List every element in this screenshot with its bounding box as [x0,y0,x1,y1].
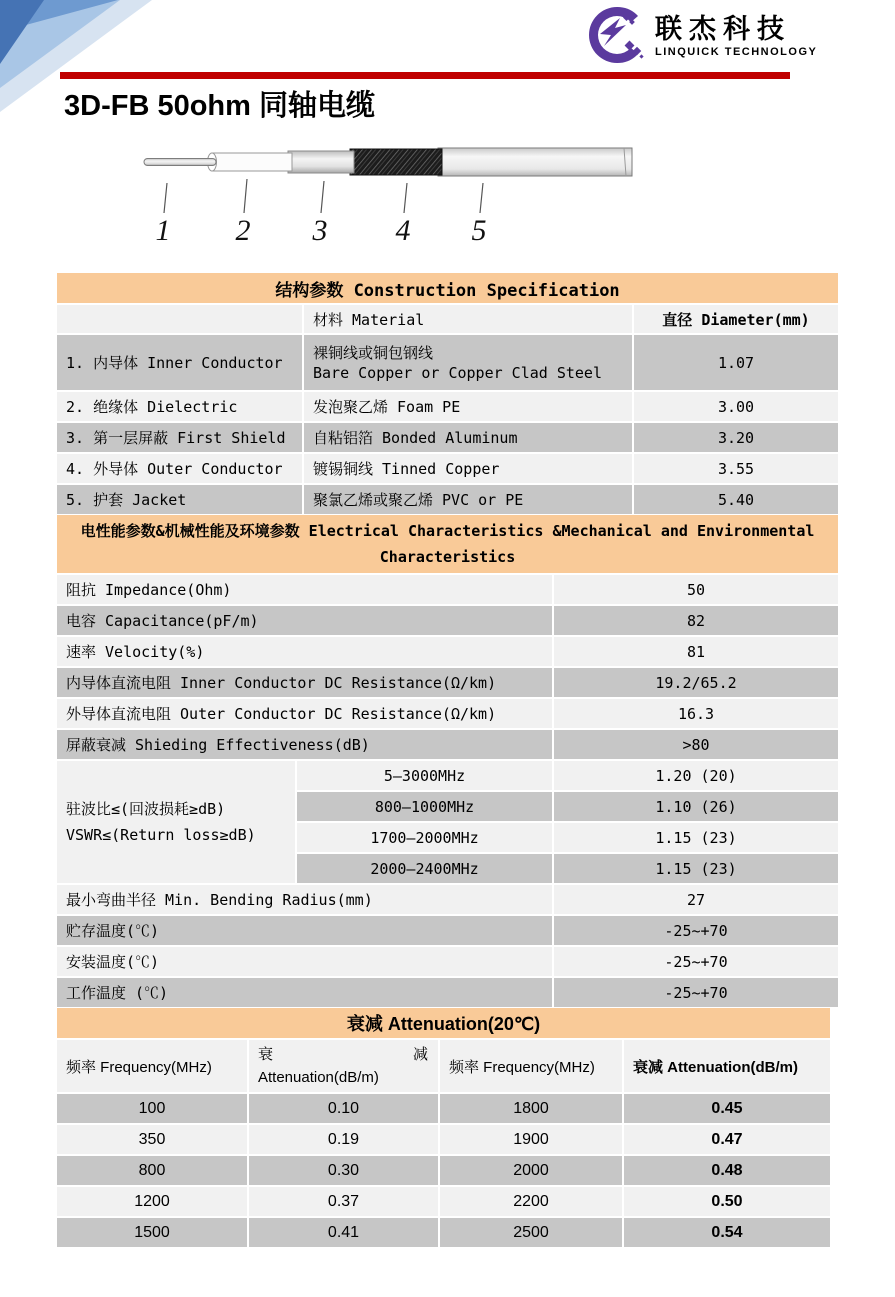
spec-row-label: 内导体直流电阻 Inner Conductor DC Resistance(Ω/km) [57,668,552,697]
spec-row-label: 外导体直流电阻 Outer Conductor DC Resistance(Ω/km) [57,699,552,728]
spec-row-value: -25~+70 [554,916,838,945]
outer-conductor-braid-section [350,149,442,175]
attenuation-cell: 0.37 [249,1187,438,1216]
construction-row-material: 发泡聚乙烯 Foam PE [304,392,632,421]
spec-row-label: 电容 Capacitance(pF/m) [57,606,552,635]
first-shield-section [288,151,354,173]
page-title: 3D-FB 50ohm 同轴电缆 [64,90,375,122]
spec-row-label: 最小弯曲半径 Min. Bending Radius(mm) [57,885,552,914]
attenuation-cell: 0.45 [624,1094,830,1123]
logo-company-name-en: LINQUICK TECHNOLOGY [655,46,818,58]
attenuation-header-cn-left: 衰 [258,1046,274,1063]
vswr-label-cn: 驻波比≤(回波损耗≥dB) [66,800,226,818]
vswr-value: 1.10 (26) [554,792,838,821]
spec-row-value: -25~+70 [554,947,838,976]
electrical-table [57,575,838,1007]
vswr-row-label [57,761,295,883]
spec-row-label: 工作温度 (℃) [57,978,552,1007]
column-header-frequency: 频率 Frequency(MHz) [440,1040,622,1092]
vswr-frequency-range: 2000—2400MHz [297,854,552,883]
spec-row-label: 速率 Velocity(%) [57,637,552,666]
vswr-frequency-range: 1700—2000MHz [297,823,552,852]
column-header-diameter: 直径 Diameter(mm) [634,305,838,333]
attenuation-cell: 0.54 [624,1218,830,1247]
spec-row-value: 27 [554,885,838,914]
attenuation-header-cn-right: 减 [412,1046,428,1063]
logo-company-name-cn: 联杰科技 [655,14,791,44]
vswr-value: 1.15 (23) [554,854,838,883]
attenuation-cell: 2000 [440,1156,622,1185]
attenuation-cell: 0.48 [624,1156,830,1185]
column-header-frequency: 频率 Frequency(MHz) [57,1040,247,1092]
column-header-material: 材料 Material [304,305,632,333]
spec-row-value: >80 [554,730,838,759]
jacket-section [438,148,632,176]
construction-row-diameter: 3.00 [634,392,838,421]
column-header-attenuation-bold: 衰减 Attenuation(dB/m) [624,1040,830,1092]
vswr-frequency-range: 800—1000MHz [297,792,552,821]
electrical-banner-line2: Characteristics [379,548,516,566]
construction-row-name: 2. 绝缘体 Dielectric [57,392,302,421]
attenuation-cell: 2500 [440,1218,622,1247]
construction-row-diameter: 1.07 [634,335,838,390]
spec-row-value: 50 [554,575,838,604]
inner-conductor-section [144,159,216,166]
construction-row-name: 1. 内导体 Inner Conductor [57,335,302,390]
attenuation-cell: 350 [57,1125,247,1154]
attenuation-banner: 衰减 Attenuation(20℃) [57,1008,830,1038]
construction-row-name: 4. 外导体 Outer Conductor [57,454,302,483]
attenuation-cell: 1200 [57,1187,247,1216]
attenuation-cell: 1900 [440,1125,622,1154]
spec-row-value: 82 [554,606,838,635]
dielectric-section [208,153,293,171]
attenuation-cell: 0.50 [624,1187,830,1216]
cable-cutaway-diagram [100,135,700,250]
construction-row-diameter: 3.20 [634,423,838,452]
header-divider-line [60,72,790,79]
vswr-frequency-range: 5—3000MHz [297,761,552,790]
spec-row-label: 阻抗 Impedance(Ohm) [57,575,552,604]
attenuation-cell: 1500 [57,1218,247,1247]
vswr-value: 1.20 (20) [554,761,838,790]
attenuation-cell: 0.47 [624,1125,830,1154]
construction-row-name: 5. 护套 Jacket [57,485,302,514]
attenuation-cell: 800 [57,1156,247,1185]
construction-row-name: 3. 第一层屏蔽 First Shield [57,423,302,452]
attenuation-table [57,1040,830,1247]
electrical-table-section [57,515,838,1007]
material-en: Bare Copper or Copper Clad Steel [313,363,602,382]
diagram-label-4: 4 [395,214,411,247]
diagram-label-1: 1 [155,214,171,247]
vswr-value: 1.15 (23) [554,823,838,852]
construction-row-diameter: 5.40 [634,485,838,514]
attenuation-table-section [57,1008,830,1247]
diagram-label-2: 2 [235,214,251,247]
attenuation-cell: 0.19 [249,1125,438,1154]
construction-row-material: 自粘铝箔 Bonded Aluminum [304,423,632,452]
spec-row-value: -25~+70 [554,978,838,1007]
spec-row-label: 屏蔽衰减 Shieding Effectiveness(dB) [57,730,552,759]
construction-row-material: 镀锡铜线 Tinned Copper [304,454,632,483]
attenuation-cell: 0.10 [249,1094,438,1123]
diagram-label-5: 5 [471,214,487,247]
construction-row-diameter: 3.55 [634,454,838,483]
attenuation-cell: 0.30 [249,1156,438,1185]
attenuation-cell: 100 [57,1094,247,1123]
leader-lines [164,179,483,213]
electrical-banner [57,515,838,573]
spec-row-value: 16.3 [554,699,838,728]
construction-banner: 结构参数 Construction Specification [57,273,838,303]
vswr-label-en: VSWR≤(Return loss≥dB) [66,826,256,844]
electrical-banner-line1: 电性能参数&机械性能及环境参数 Electrical Characteristics &Mechanical and Environmental [80,522,815,540]
attenuation-cell: 0.41 [249,1218,438,1247]
column-header-attenuation [249,1040,438,1092]
attenuation-header-en: Attenuation(dB/m) [258,1069,379,1086]
attenuation-cell: 2200 [440,1187,622,1216]
material-cn: 裸铜线或铜包钢线 [313,343,434,362]
spec-row-label: 安装温度(℃) [57,947,552,976]
spec-row-label: 贮存温度(℃) [57,916,552,945]
attenuation-cell: 1800 [440,1094,622,1123]
construction-table-section [57,273,838,514]
construction-row-material: 聚氯乙烯或聚乙烯 PVC or PE [304,485,632,514]
construction-table [57,305,838,514]
spec-row-value: 19.2/65.2 [554,668,838,697]
construction-row-material [304,335,632,390]
logo-icon [586,4,648,66]
table-cell-empty [57,305,302,333]
spec-row-value: 81 [554,637,838,666]
diagram-label-3: 3 [312,214,328,247]
company-logo [586,4,817,66]
